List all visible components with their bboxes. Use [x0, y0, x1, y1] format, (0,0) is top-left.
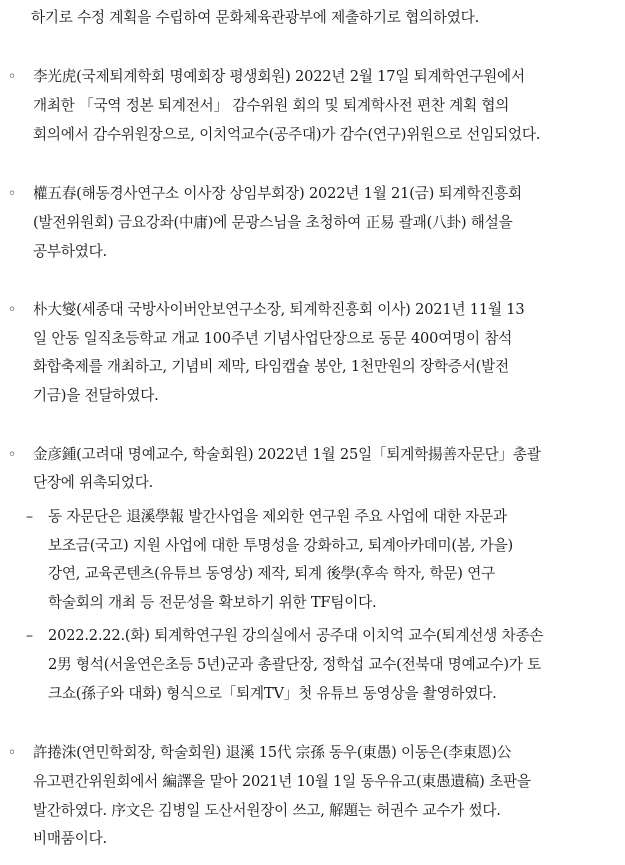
item-1-line-2: 개최한 「국역 정본 퇴계전서」 감수위원 회의 및 퇴계학사전 편찬 계획 협의 — [33, 97, 510, 114]
item-4-sub-2-line-1: 2022.2.22.(화) 퇴계학연구원 강의실에서 공주대 이치억 교수(퇴계선생 차종손 — [48, 627, 544, 644]
item-2-line-2: (발전위원회) 금요강좌(中庸)에 문광스님을 초청하여 正易 괄괘(八卦) 해설을 — [33, 214, 513, 231]
item-2-line-3: 공부하였다. — [33, 243, 107, 260]
item-4-line-2: 단장에 위촉되었다. — [33, 474, 154, 491]
item-3-line-2: 일 안동 일직초등학교 개교 100주년 기념사업단장으로 동문 400여명이 참석 — [33, 330, 513, 347]
item-4-sub-1-line-2: 보조금(국고) 지원 사업에 대한 투명성을 강화하고, 퇴계아카데미(봄, 가을) — [48, 537, 513, 554]
item-2-line-1: 權五春(해동경사연구소 이사장 상임부회장) 2022년 1월 21(금) 퇴계학진흥회 — [33, 185, 522, 202]
item-5-line-4: 비매품이다. — [33, 830, 107, 847]
dash-marker: – — [26, 628, 33, 644]
item-1-line-3: 회의에서 감수위원장으로, 이치억교수(공주대)가 감수(연구)위원으로 선임되었다. — [33, 126, 541, 143]
item-4-sub-1-line-3: 강연, 교육콘텐츠(유튜브 동영상) 제작, 퇴계 後學(후속 학자, 학문) 연구 — [48, 565, 496, 582]
item-3-line-4: 기금)을 전달하였다. — [33, 387, 159, 404]
item-3-line-1: 朴大燮(세종대 국방사이버안보연구소장, 퇴계학진흥회 이사) 2021년 11월 13 — [33, 301, 525, 318]
bullet-marker: ◦ — [8, 745, 17, 761]
intro-line: 하기로 수정 계획을 수립하여 문화체육관광부에 제출하기로 협의하였다. — [31, 9, 480, 26]
item-4-line-1: 金彦鍾(고려대 명예교수, 학술회원) 2022년 1월 25일「퇴계학揚善자문단」총괄 — [33, 446, 541, 463]
bullet-marker: ◦ — [8, 69, 17, 85]
item-4-sub-2-line-3: 크쇼(孫子와 대화) 형식으로「퇴계TV」첫 유튜브 동영상을 촬영하였다. — [48, 685, 497, 702]
item-4-sub-1-line-1: 동 자문단은 退溪學報 발간사업을 제외한 연구원 주요 사업에 대한 자문과 — [48, 508, 507, 525]
bullet-marker: ◦ — [8, 447, 17, 463]
item-4-sub-1-line-4: 학술회의 개최 등 전문성을 확보하기 위한 TF팀이다. — [48, 594, 377, 611]
item-5-line-3: 발간하였다. 序文은 김병일 도산서원장이 쓰고, 解題는 허권수 교수가 썼다. — [33, 802, 501, 819]
dash-marker: – — [26, 509, 33, 525]
item-1-line-1: 李光虎(국제퇴계학회 명예회장 평생회원) 2022년 2월 17일 퇴계학연구원에서 — [33, 68, 525, 85]
bullet-marker: ◦ — [8, 302, 17, 318]
item-4-sub-2-line-2: 2男 형석(서울연은초등 5년)군과 총괄단장, 정학섭 교수(전북대 명예교수)가 토 — [48, 656, 542, 673]
item-5-line-2: 유고편간위원회에서 編譯을 맡아 2021년 10월 1일 동우유고(東愚遺稿) 초판을 — [33, 773, 531, 790]
bullet-marker: ◦ — [8, 186, 17, 202]
item-3-line-3: 화합축제를 개최하고, 기념비 제막, 타임캡슐 봉안, 1천만원의 장학증서(발전 — [33, 358, 509, 375]
item-5-line-1: 許捲洙(연민학회장, 학술회원) 退溪 15代 宗孫 동우(東愚) 이동은(李東恩)公 — [33, 744, 512, 761]
